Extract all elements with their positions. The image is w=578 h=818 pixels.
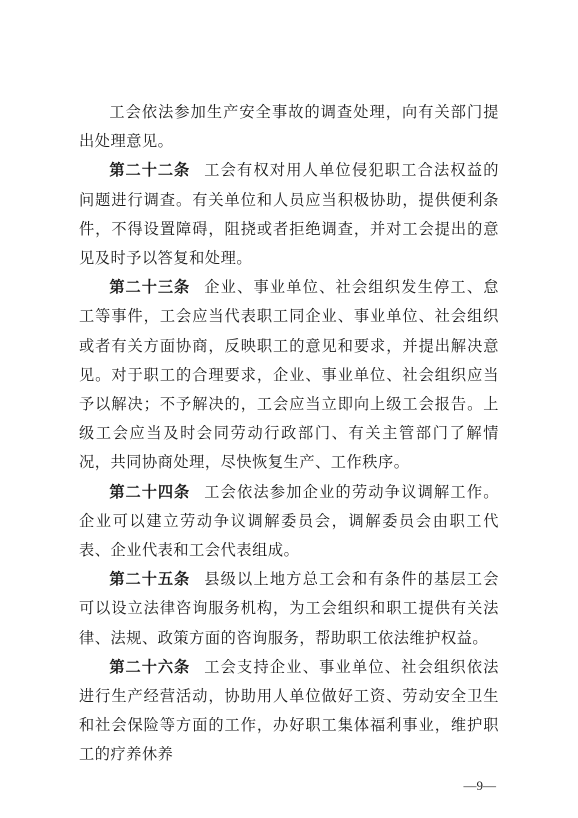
paragraph-text: 工会依法参加生产安全事故的调查处理，向有关部门提出处理意见。 bbox=[79, 103, 499, 151]
paragraph-accident-investigation bbox=[79, 98, 499, 156]
paragraph-article-25 bbox=[79, 565, 499, 653]
paragraph-text: 工会支持企业、事业单位、社会组织依法进行生产经营活动，协助用人单位做好工资、劳动安全卫生和社会保险等方面的工作，办好职工集体福利事业，维护职工的疗养休养 bbox=[79, 657, 499, 764]
article-number: 第二十四条 bbox=[109, 482, 191, 501]
paragraph-article-24 bbox=[79, 478, 499, 566]
paragraph-text: 企业、事业单位、社会组织发生停工、怠工等事件，工会应当代表职工同企业、事业单位、社会组织或者有关方面协商，反映职工的意见和要求，并提出解决意见。对于职工的合理要求，企业、事业单位、社会组织应当予以解决；不予解决的，工会应当立即向上级工会报告。上级工会应当及时会同劳动行政部门、有关主管部门了解情况，共同协商处理，尽快恢复生产、工作秩序。 bbox=[79, 278, 499, 472]
page-number: —9— bbox=[463, 778, 496, 793]
paragraph-article-23 bbox=[79, 273, 499, 477]
article-number: 第二十六条 bbox=[109, 657, 191, 676]
article-number: 第二十二条 bbox=[109, 161, 191, 180]
paragraph-article-22 bbox=[79, 156, 499, 273]
article-number: 第二十五条 bbox=[109, 570, 191, 589]
paragraph-text: 县级以上地方总工会和有条件的基层工会可以设立法律咨询服务机构，为工会组织和职工提供有关法律、法规、政策方面的咨询服务，帮助职工依法维护权益。 bbox=[79, 570, 499, 647]
paragraph-article-26 bbox=[79, 653, 499, 770]
paragraph-text: 工会有权对用人单位侵犯职工合法权益的问题进行调查。有关单位和人员应当积极协助，提供便利条件，不得设置障碍，阻挠或者拒绝调查，并对工会提出的意见及时予以答复和处理。 bbox=[79, 161, 499, 268]
paragraph-text: 工会依法参加企业的劳动争议调解工作。企业可以建立劳动争议调解委员会，调解委员会由职工代表、企业代表和工会代表组成。 bbox=[79, 482, 499, 560]
article-number: 第二十三条 bbox=[109, 278, 191, 297]
document-body bbox=[79, 98, 499, 770]
